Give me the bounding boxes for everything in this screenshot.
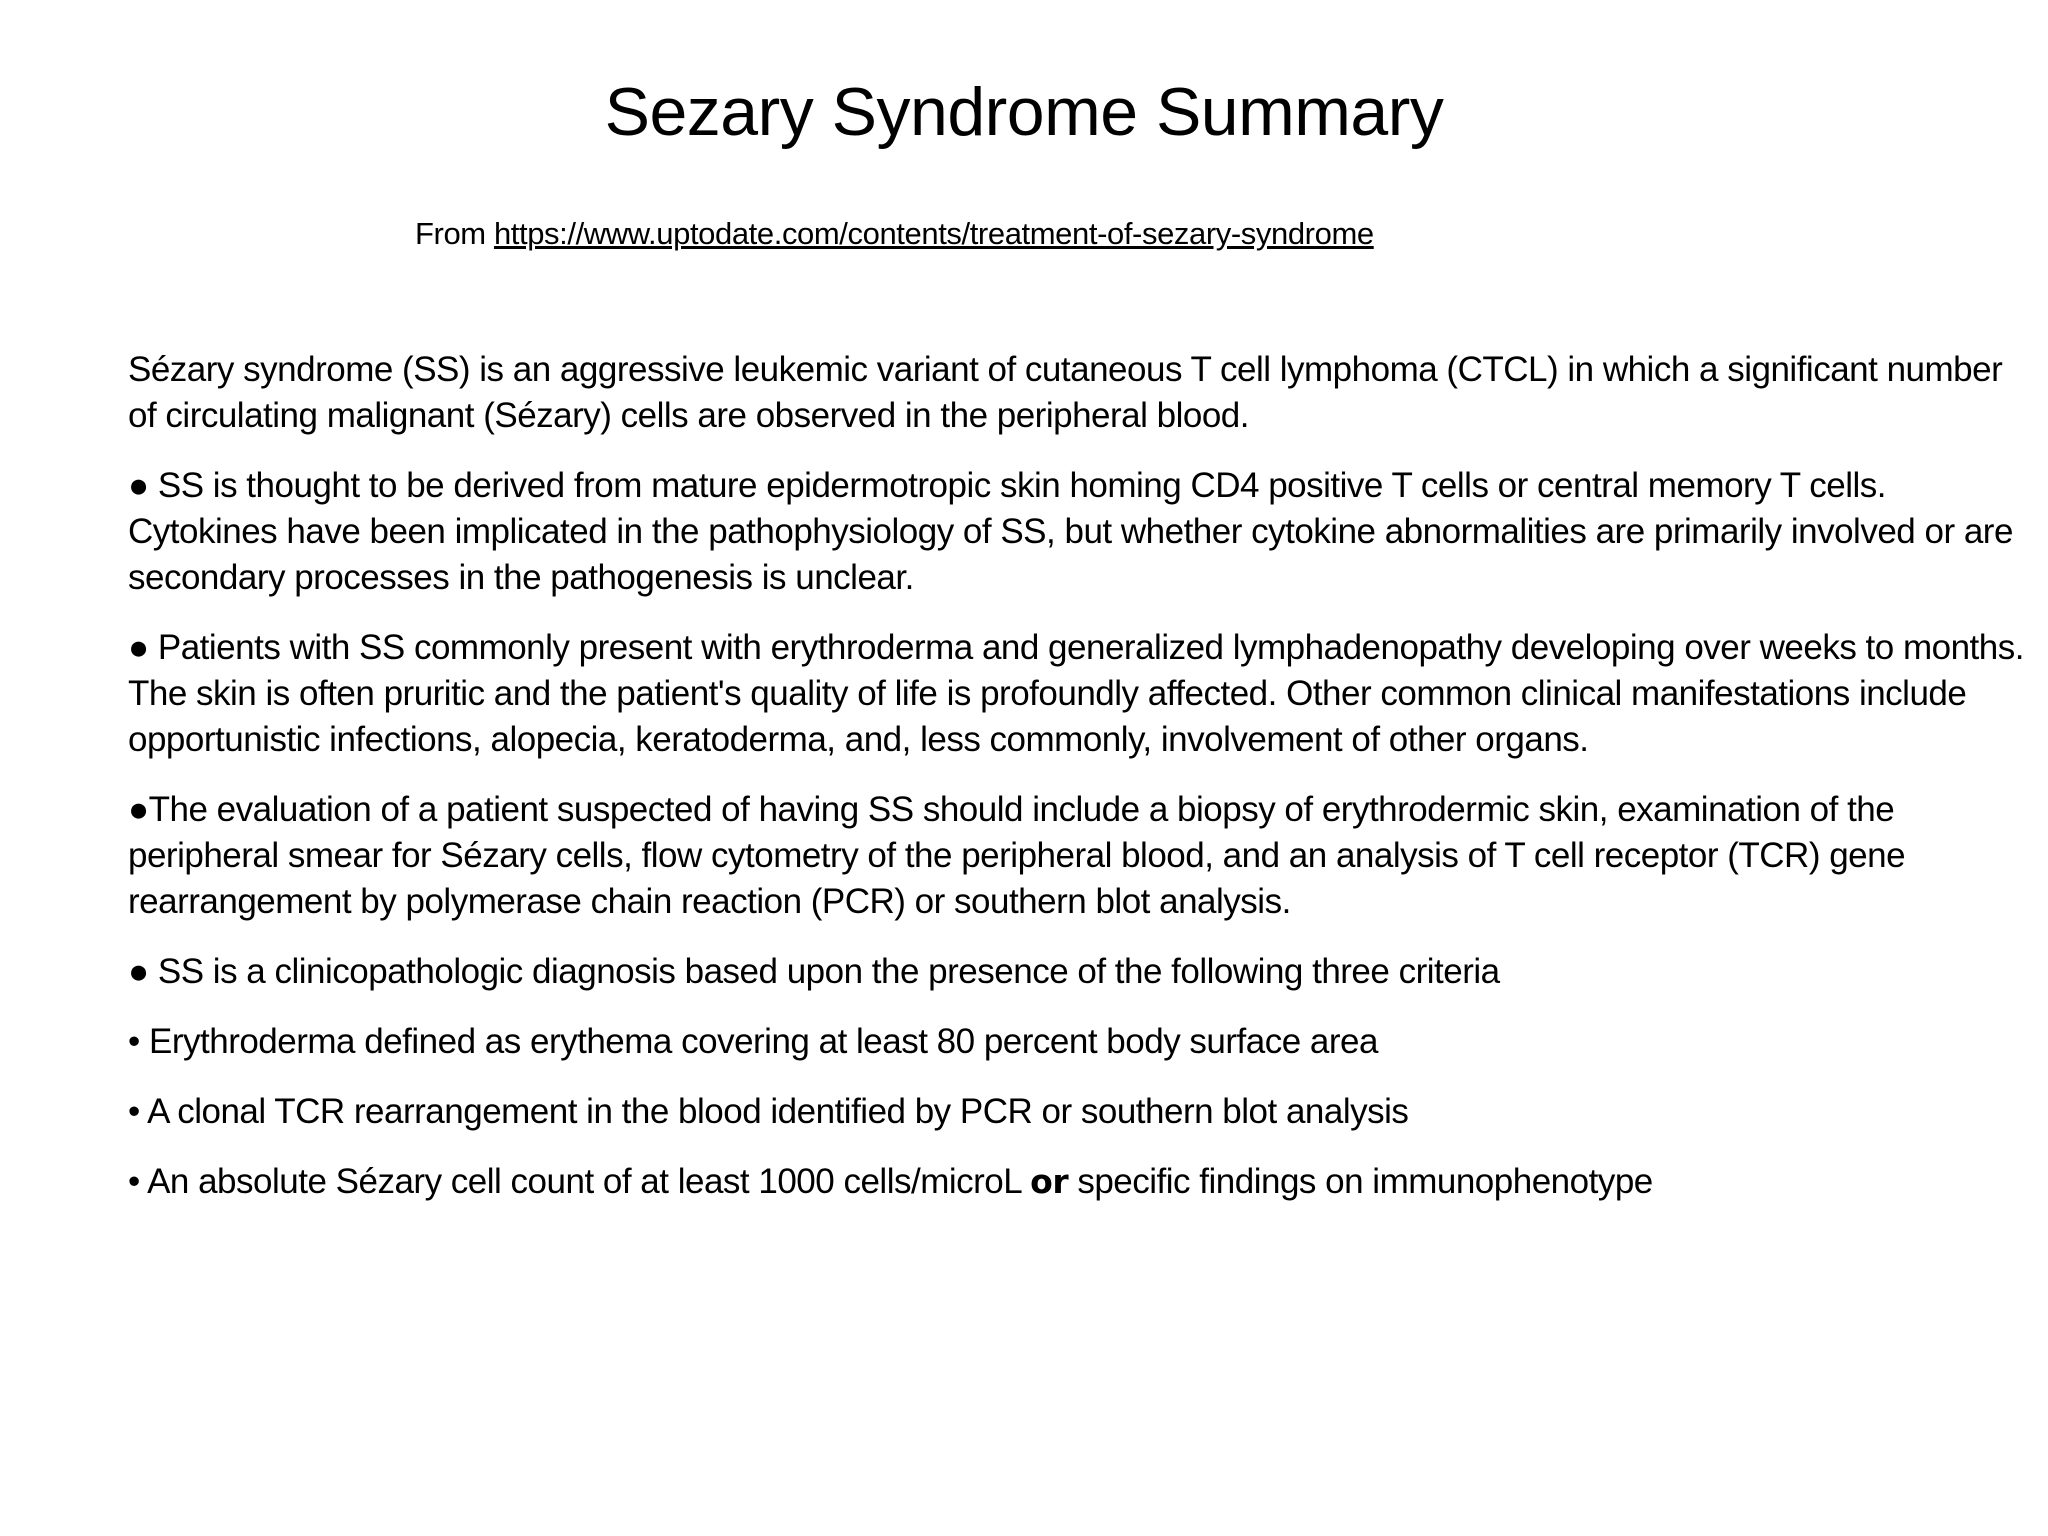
bullet-paragraph (128, 463, 2028, 601)
criteria-item (128, 1159, 2028, 1205)
bullet-text: SS is thought to be derived from mature epidermotropic skin homing CD4 positive T cells or central memory T cells. Cytokines have been implicated in the pathophysiology of SS, but whether cytokine abnormalities are primarily involved or are secondary processes in the pathogenesis is unclear. (128, 466, 2013, 597)
criteria-marker: • (128, 1162, 140, 1201)
bullet-paragraph (128, 949, 2028, 995)
criteria-text: A clonal TCR rearrangement in the blood identified by PCR or southern blot analysis (147, 1092, 1409, 1131)
slide-body (128, 347, 2028, 1229)
source-line (415, 214, 1374, 254)
bullet-text: Patients with SS commonly present with erythroderma and generalized lymphadenopathy developing over weeks to months. The skin is often pruritic and the patient's quality of life is profoundly affected. Other common clinical manifestations include opportunistic infections, alopecia, keratoderma, and, less commonly, involvement of other organs. (128, 628, 2024, 759)
criteria-marker: • (128, 1092, 140, 1131)
criteria-text-before: An absolute Sézary cell count of at least 1000 cells/microL (147, 1162, 1021, 1201)
slide-title: Sezary Syndrome Summary (604, 74, 1444, 150)
bullet-paragraph (128, 625, 2028, 763)
source-prefix: From (415, 216, 486, 251)
criteria-marker: • (128, 1022, 140, 1061)
intro-paragraph: Sézary syndrome (SS) is an aggressive leukemic variant of cutaneous T cell lymphoma (CTCL) in which a significant number of circulating malignant (Sézary) cells are observed in the peripheral blood. (128, 350, 2003, 435)
criteria-item (128, 1019, 2028, 1065)
bullet-marker: ● (128, 790, 149, 829)
bullet-text: The evaluation of a patient suspected of having SS should include a biopsy of erythrodermic skin, examination of the peripheral smear for Sézary cells, flow cytometry of the peripheral blood, and an analysis of T cell receptor (TCR) gene rearrangement by polymerase chain reaction (PCR) or southern blot analysis. (128, 790, 1906, 921)
bullet-paragraph (128, 787, 2028, 925)
bullet-marker: ● (128, 466, 149, 505)
criteria-item (128, 1089, 2028, 1135)
criteria-text: Erythroderma defined as erythema covering at least 80 percent body surface area (149, 1022, 1378, 1061)
bullet-marker: ● (128, 628, 149, 667)
bullet-text: SS is a clinicopathologic diagnosis based upon the presence of the following three criteria (157, 952, 1500, 991)
criteria-emphasis: or (1030, 1162, 1069, 1201)
bullet-marker: ● (128, 952, 149, 991)
criteria-text-after: specific findings on immunophenotype (1077, 1162, 1653, 1201)
source-link[interactable]: https://www.uptodate.com/contents/treatment-of-sezary-syndrome (493, 216, 1374, 251)
